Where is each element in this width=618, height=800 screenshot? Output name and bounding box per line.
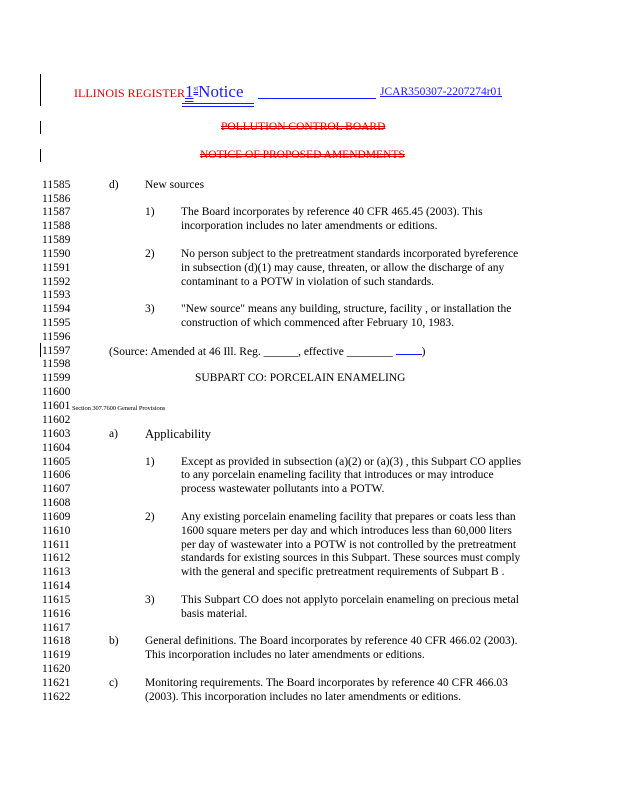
line-number: 11616 [42, 608, 71, 620]
line-number: 11585 [42, 179, 71, 191]
line-number: 11614 [42, 580, 71, 592]
paragraph-line: "New source" means any building, structure, facility , or installation the [181, 303, 512, 315]
line-number: 11599 [42, 372, 71, 384]
line-number: 11598 [42, 358, 71, 370]
subsection-heading: New sources [145, 179, 205, 191]
paragraph-line: General definitions. The Board incorporates by reference 40 CFR 466.02 (2003). [145, 635, 518, 647]
paragraph-line: contaminant to a POTW in violation of such standards. [181, 276, 435, 288]
item-label: 2) [145, 511, 155, 523]
header-fill-line [258, 86, 376, 99]
line-number: 11595 [42, 317, 71, 329]
line-number: 11590 [42, 248, 71, 260]
subsection-label: c) [109, 677, 118, 689]
notice-type-title: NOTICE OF PROPOSED AMENDMENTS [200, 149, 405, 161]
source-end: ) [421, 346, 426, 358]
jcar-code: JCAR350307-2207274r01 [380, 86, 503, 98]
paragraph-line: construction of which commenced after February 10, 1983. [181, 317, 455, 329]
paragraph-line: standards for existing sources in this Subpart. These sources must comply [181, 552, 521, 564]
line-number: 11617 [42, 622, 71, 634]
subpart-title: SUBPART CO: PORCELAIN ENAMELING [195, 372, 406, 384]
line-number: 11596 [42, 331, 71, 343]
item-label: 3) [145, 594, 155, 606]
subsection-label: a) [109, 428, 118, 440]
line-number: 11601 [42, 400, 71, 412]
paragraph-line: to any porcelain enameling facility that introduces or may introduce [181, 469, 494, 481]
source-blank [396, 344, 422, 355]
change-bar [40, 343, 41, 357]
line-number: 11593 [42, 289, 71, 301]
line-number: 11600 [42, 386, 71, 398]
line-number: 11607 [42, 483, 71, 495]
line-number: 11611 [42, 539, 70, 551]
paragraph-line: Monitoring requirements. The Board incorporates by reference 40 CFR 466.03 [145, 677, 508, 689]
source-text: (Source: Amended at 46 Ill. Reg. ______, effective ________ [109, 346, 396, 358]
line-number: 11587 [42, 206, 71, 218]
line-number: 11589 [42, 234, 71, 246]
line-number: 11605 [42, 456, 71, 468]
paragraph-line: No person subject to the pretreatment standards incorporated byreference [181, 248, 519, 260]
first-superscript: st [193, 84, 199, 93]
subsection-heading: Applicability [145, 427, 211, 441]
paragraph-line: per day of wastewater into a POTW is not controlled by the pretreatment [181, 539, 517, 551]
paragraph-line: Any existing porcelain enameling facility that prepares or coats less than [181, 511, 516, 523]
line-number: 11594 [42, 303, 71, 315]
subsection-label: d) [109, 179, 119, 191]
line-number: 11592 [42, 276, 71, 288]
item-label: 3) [145, 303, 155, 315]
paragraph-line: This Subpart CO does not applyto porcelain enameling on precious metal [181, 594, 519, 606]
header-underline [182, 106, 254, 107]
line-number: 11602 [42, 414, 71, 426]
first-mark: 1 [185, 82, 194, 101]
paragraph-line: basis material. [181, 608, 248, 620]
line-number: 11588 [42, 220, 71, 232]
change-bar [40, 74, 41, 106]
line-number: 11597 [42, 345, 71, 357]
change-bar [40, 121, 41, 134]
line-number: 11612 [42, 552, 71, 564]
register-header [74, 82, 244, 102]
line-number: 11621 [42, 677, 71, 689]
line-number: 11608 [42, 497, 71, 509]
line-number: 11610 [42, 525, 71, 537]
subsection-label: b) [109, 635, 119, 647]
line-number: 11618 [42, 635, 71, 647]
line-number: 11609 [42, 511, 71, 523]
line-number: 11604 [42, 442, 71, 454]
item-label: 1) [145, 456, 155, 468]
paragraph-line: in subsection (d)(1) may cause, threaten, or allow the discharge of any [181, 262, 505, 274]
line-number: 11615 [42, 594, 71, 606]
item-label: 2) [145, 248, 155, 260]
board-title: POLLUTION CONTROL BOARD [221, 121, 386, 133]
paragraph-line: Except as provided in subsection (a)(2) or (a)(3) , this Subpart CO applies [181, 456, 522, 468]
paragraph-line: This incorporation includes no later amendments or editions. [145, 649, 425, 661]
line-number: 11619 [42, 649, 71, 661]
paragraph-line: 1600 square meters per day and which introduces less than 60,000 liters [181, 525, 512, 537]
paragraph-line: process wastewater pollutants into a POTW. [181, 483, 385, 495]
line-number: 11613 [42, 566, 71, 578]
change-bar [40, 149, 41, 162]
line-number: 11591 [42, 262, 71, 274]
paragraph-line: incorporation includes no later amendments or editions. [181, 220, 438, 232]
line-number: 11606 [42, 469, 71, 481]
line-number: 11603 [42, 428, 71, 440]
item-label: 1) [145, 206, 155, 218]
line-number: 11620 [42, 663, 71, 675]
source-note [109, 344, 425, 359]
notice-label: Notice [198, 82, 244, 101]
paragraph-line: (2003). This incorporation includes no later amendments or editions. [145, 691, 461, 703]
paragraph-line: The Board incorporates by reference 40 CFR 465.45 (2003). This [181, 206, 483, 218]
header-underline [182, 103, 254, 104]
line-number: 11622 [42, 691, 71, 703]
section-heading: Section 307.7600 General Provisions [72, 405, 166, 412]
line-number: 11586 [42, 193, 71, 205]
paragraph-line: with the general and specific pretreatment requirements of Subpart B . [181, 566, 505, 578]
register-name: ILLINOIS REGISTER [74, 86, 185, 100]
